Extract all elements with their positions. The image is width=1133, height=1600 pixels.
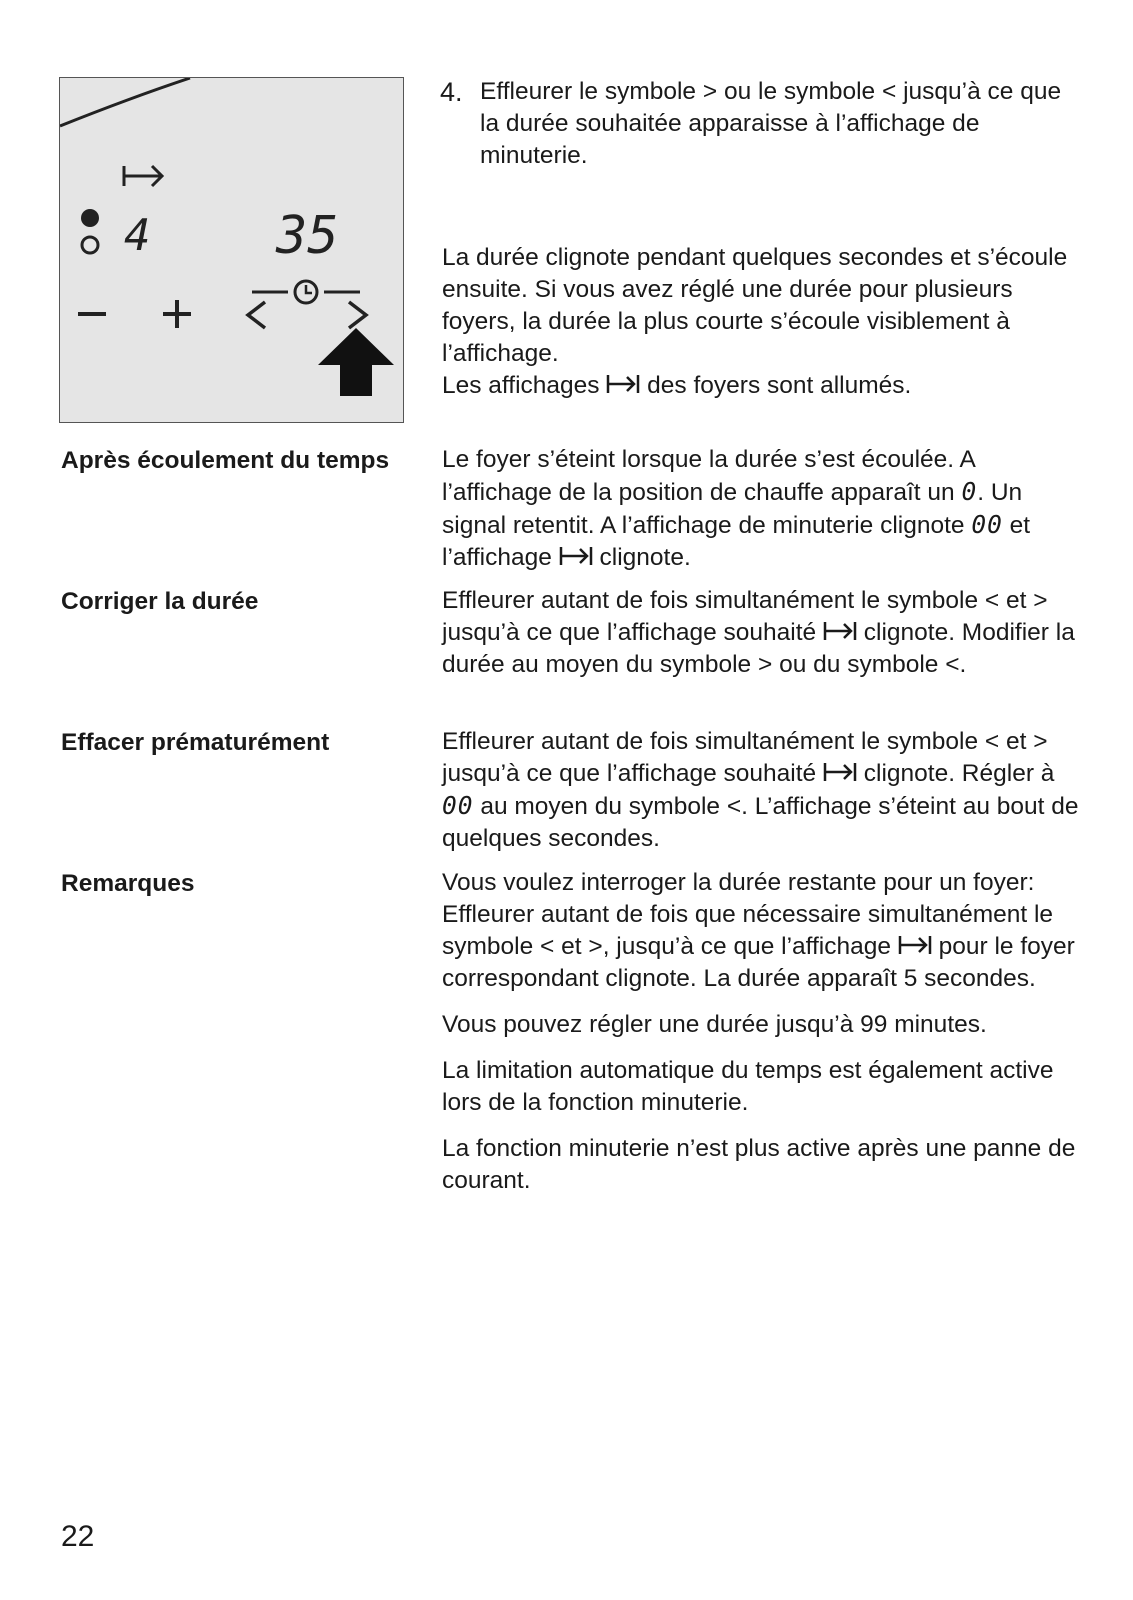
cooking-zone-arc <box>60 78 190 126</box>
active-dot-icon <box>81 209 99 227</box>
step-number: 4. <box>440 77 463 107</box>
intro-paragraph-1: La durée clignote pendant quelques secondes et s’écoule ensuite. Si vous avez réglé une durée pour plusieurs foyers, la durée la plus courte s’écoule visiblement à l’affichage. <box>442 244 1068 367</box>
step-text: Effleurer le symbole > ou le symbole < jusqu’à ce que la durée souhaitée apparaisse à l’affichage de minuterie. <box>480 78 1062 169</box>
double-zero-display-symbol: 00 <box>442 791 474 820</box>
apres-ecoulement-text: Le foyer s’éteint lorsque la durée s’est écoulée. A l’affichage de la position de chauffe apparaît un 0. Un signal retentit. A l’affichage de minuterie clignote 00 et l’affichage clignote. <box>442 446 1031 571</box>
label-effacer-prematurement: Effacer prématurément <box>61 729 330 756</box>
burner-level-display: 4 <box>124 210 151 261</box>
intro-paragraph-2: Les affichages des foyers sont allumés. <box>442 372 912 399</box>
intro-text <box>442 242 1082 402</box>
plus-button[interactable] <box>163 300 191 328</box>
page-number: 22 <box>61 1520 95 1553</box>
inactive-dot-icon <box>82 237 98 253</box>
pointer-arrow-icon <box>318 328 394 396</box>
step-4 <box>440 76 1080 172</box>
label-corriger-duree: Corriger la durée <box>61 588 259 615</box>
clock-icon <box>295 281 317 303</box>
remarques-paragraph-3: La limitation automatique du temps est également active lors de la fonction minuterie. <box>442 1057 1054 1116</box>
timer-indicator-icon <box>559 545 593 567</box>
timer-display: 35 <box>276 206 339 266</box>
double-zero-display-symbol: 00 <box>971 510 1003 539</box>
effacer-prematurement-text: Effleurer autant de fois simultanément le symbole < et > jusqu’à ce que l’affichage souhaité clignote. Régler à 00 au moyen du symbole <. L’affichage s’éteint au bout de quelques secondes. <box>442 728 1079 852</box>
control-panel-drawing <box>60 78 405 424</box>
timer-indicator-icon <box>606 373 640 395</box>
timer-arrow-icon <box>124 166 162 186</box>
remarques-text: Vous voulez interroger la durée restante pour un foyer: Effleurer autant de fois que nécessaire simultanément le symbole < et >, jusqu’à ce que l’affichage pour le foyer correspondant clignote. La durée apparaît 5 secondes. Vous pouvez régler une durée jusqu’à 99 minutes. La limitation automatique du temps est également active lors de la fonction minuterie. La fonction minuterie n’est plus active après une panne de courant. <box>442 867 1082 1197</box>
left-chevron-button[interactable] <box>248 302 265 328</box>
control-panel-illustration <box>59 77 404 423</box>
timer-indicator-icon <box>823 761 857 783</box>
remarques-paragraph-4: La fonction minuterie n’est plus active après une panne de courant. <box>442 1135 1076 1194</box>
label-remarques: Remarques <box>61 870 195 897</box>
zero-display-symbol: 0 <box>961 477 978 506</box>
corriger-duree-text: Effleurer autant de fois simultanément le symbole < et > jusqu’à ce que l’affichage souhaité clignote. Modifier la durée au moyen du symbole > ou du symbole <. <box>442 587 1075 678</box>
label-apres-ecoulement: Après écoulement du temps <box>61 447 390 474</box>
timer-indicator-icon <box>898 934 932 956</box>
remarques-paragraph-2: Vous pouvez régler une durée jusqu’à 99 minutes. <box>442 1011 987 1038</box>
timer-indicator-icon <box>823 620 857 642</box>
right-chevron-button[interactable] <box>349 302 366 328</box>
